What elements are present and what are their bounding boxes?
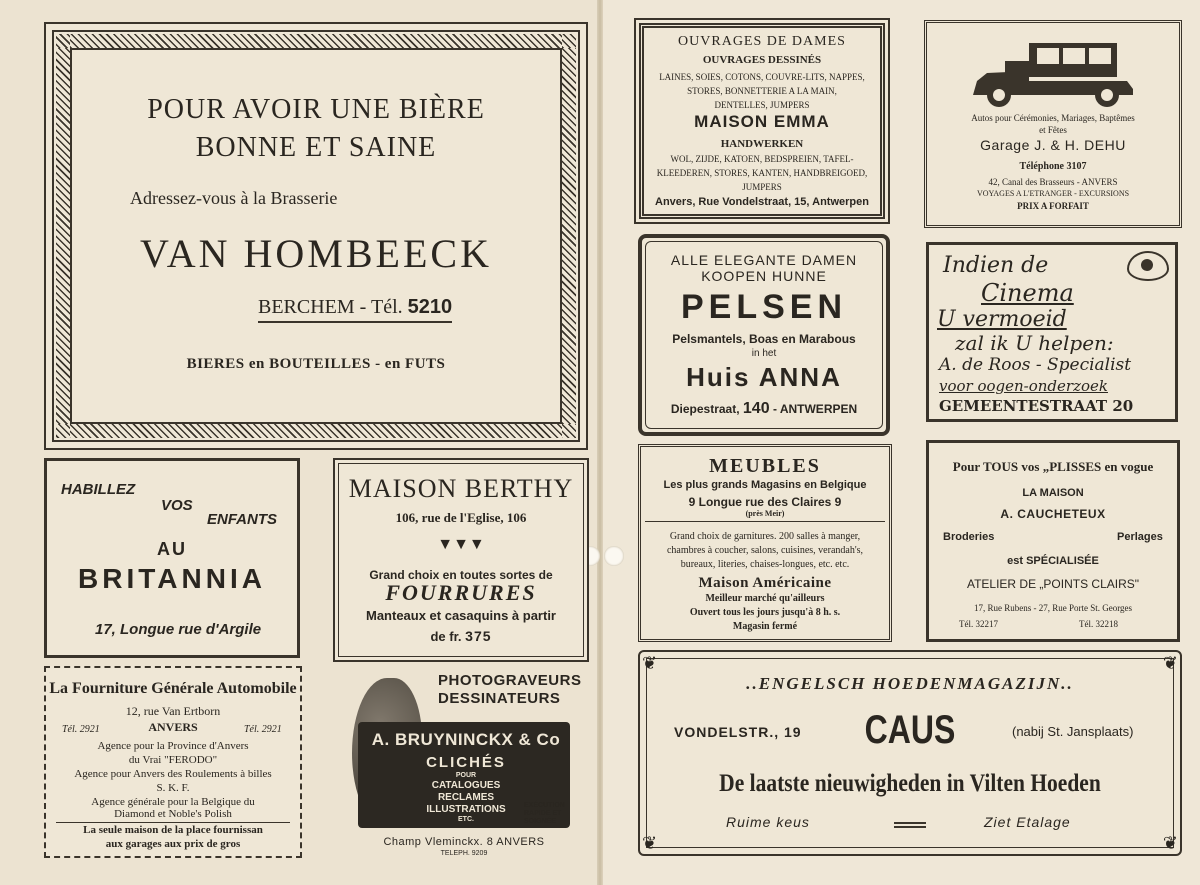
text-line: CATALOGUES bbox=[431, 780, 501, 791]
text-line: LA MAISON bbox=[1022, 487, 1084, 499]
text-line: HANDWERKEN bbox=[720, 138, 804, 150]
text-line: HABILLEZ bbox=[61, 481, 136, 498]
heading: ..ENGELSCH HOEDENMAGAZIJN.. bbox=[746, 674, 1074, 693]
text-line: (près Meir) bbox=[745, 509, 785, 518]
text-line: KLEEDEREN, STORES, KANTEN, HANDBREIGOED, bbox=[656, 168, 868, 178]
phone: TELEPH. 9209 bbox=[440, 850, 488, 857]
ad-garage-dehu bbox=[924, 20, 1182, 228]
address: 12, rue Van Ertborn bbox=[125, 704, 221, 718]
text-line: Ruime keus bbox=[726, 814, 810, 830]
text-line: RAPIDE ET bbox=[524, 810, 562, 817]
text-line: Perlages bbox=[1117, 531, 1163, 543]
address: VONDELSTR., 19 bbox=[674, 724, 802, 740]
address: GEMEENTESTRAAT 20 bbox=[939, 397, 1134, 415]
text-line: OUVRAGES DESSINÉS bbox=[702, 54, 822, 66]
text-line: voor oogen-onderzoek bbox=[939, 377, 1108, 395]
text-line: zal ik U helpen: bbox=[955, 331, 1114, 355]
phone: Tél. 2921 bbox=[244, 724, 282, 735]
text-line: et Fêtes bbox=[1039, 125, 1067, 135]
text-line: Diamond et Noble's Polish bbox=[114, 808, 232, 820]
shop-name: A. CAUCHETEUX bbox=[1000, 507, 1106, 521]
headline-line2: BONNE ET SAINE bbox=[195, 132, 437, 163]
brewery-name: VAN HOMBEECK bbox=[140, 231, 492, 276]
address: 17, Longue rue d'Argile bbox=[95, 621, 262, 638]
text-line: ILLUSTRATIONS bbox=[426, 804, 506, 815]
address-line: Adressez-vous à la Brasserie bbox=[130, 188, 338, 208]
ad-maison-emma bbox=[634, 18, 890, 224]
ad-caucheteux bbox=[926, 440, 1180, 642]
shop-name: Huis ANNA bbox=[686, 362, 842, 392]
text-line: est SPÉCIALISÉE bbox=[1007, 555, 1099, 567]
phone-number: 5210 bbox=[407, 296, 453, 318]
text-line: WOL, ZIJDE, KATOEN, BEDSPREIEN, TAFEL- bbox=[670, 154, 854, 164]
street: Diepestraat, bbox=[670, 402, 740, 416]
text-line: Meilleur marché qu'ailleurs bbox=[705, 593, 825, 604]
text-line: Ouvert tous les jours jusqu'à 8 h. s. bbox=[689, 607, 841, 618]
city: ANVERS bbox=[148, 720, 198, 734]
ad-caus bbox=[638, 650, 1182, 856]
heading: PHOTOGRAVEURS bbox=[438, 672, 582, 689]
text-line: (nabij St. Jansplaats) bbox=[1012, 724, 1134, 739]
text-line: A. de Roos - Specialist bbox=[939, 355, 1132, 375]
address: Anvers, Rue Vondelstraat, 15, Antwerpen bbox=[655, 196, 869, 208]
ad-pelsen bbox=[638, 234, 890, 436]
text-line: chambres à coucher, salons, cuisines, verandah's, bbox=[666, 545, 864, 556]
phone: Tél. 2921 bbox=[62, 724, 100, 735]
text-line: La seule maison de la place fournissan bbox=[83, 824, 263, 836]
heading: DESSINATEURS bbox=[438, 690, 561, 707]
address: 106, rue de l'Eglise, 106 bbox=[395, 510, 527, 525]
eye-icon bbox=[1127, 251, 1169, 281]
text-line: Agence pour la Province d'Anvers bbox=[97, 740, 249, 752]
text-line: Cinema bbox=[981, 279, 1074, 307]
corner-ornament-icon: ❦ bbox=[1162, 833, 1178, 853]
text-line: Indien de bbox=[943, 253, 1049, 278]
text-line: U vermoeid bbox=[937, 307, 1067, 332]
phone: Téléphone 3107 bbox=[1019, 161, 1087, 172]
shop-name: BRITANNIA bbox=[78, 563, 266, 594]
car-icon bbox=[967, 37, 1139, 109]
location-phone bbox=[258, 296, 452, 323]
text-line: JUMPERS bbox=[742, 182, 782, 192]
text-line: VOS bbox=[161, 497, 193, 514]
text-line: Ziet Etalage bbox=[984, 814, 1071, 830]
shop-name: CAUS bbox=[864, 708, 956, 752]
text-line: Manteaux et casaquins à partir bbox=[365, 608, 556, 623]
shop-name: MAISON EMMA bbox=[694, 112, 830, 131]
number: 140 bbox=[742, 400, 770, 417]
text-line: S. K. F. bbox=[156, 782, 190, 794]
address: 42, Canal des Brasseurs - ANVERS bbox=[988, 177, 1118, 187]
text-line: SOIGNÉE bbox=[524, 818, 556, 825]
price: 375 bbox=[465, 628, 492, 644]
ad-de-roos bbox=[926, 242, 1178, 422]
product: FOURRURES bbox=[385, 580, 537, 605]
text-line: Magasin fermé bbox=[732, 621, 798, 632]
text-line: LAINES, SOIES, COTONS, COUVRE-LITS, NAPPES, bbox=[659, 72, 865, 82]
emblem-icon: ▼▼▼ bbox=[437, 536, 485, 553]
text-line: in het bbox=[751, 348, 777, 359]
address bbox=[642, 400, 886, 418]
phone: Tél. 32218 bbox=[1079, 619, 1118, 629]
text-line: VOYAGES A L'ETRANGER - EXCURSIONS bbox=[976, 189, 1130, 198]
shop-name: La Fourniture Générale Automobile bbox=[49, 680, 297, 697]
text-line: Pour TOUS vos „PLISSES en vogue bbox=[952, 459, 1154, 474]
address: 17, Rue Rubens - 27, Rue Porte St. Georges bbox=[973, 603, 1133, 613]
text-line: OUVRAGES DE DAMES bbox=[678, 34, 846, 49]
ad-britannia bbox=[44, 458, 300, 658]
text-line: Agence générale pour la Belgique du bbox=[91, 796, 255, 808]
text-line: Broderies bbox=[943, 531, 995, 543]
text-line: PRIX A FORFAIT bbox=[1017, 201, 1089, 211]
ad-fourniture-automobile bbox=[44, 666, 302, 858]
text-line: du Vrai "FERODO" bbox=[128, 754, 218, 766]
address: 9 Longue rue des Claires 9 bbox=[688, 495, 842, 509]
text-line: ETC. bbox=[458, 816, 474, 823]
city: - ANTWERPEN bbox=[772, 402, 858, 416]
text-line: AU bbox=[157, 539, 187, 559]
text-line: RECLAMES bbox=[437, 792, 495, 803]
page-fold bbox=[597, 0, 603, 885]
price-line bbox=[335, 628, 587, 644]
text-line: KOOPEN HUNNE bbox=[701, 268, 827, 284]
text-line: Grand choix de garnitures. 200 salles à manger, bbox=[669, 531, 861, 542]
price-prefix: de fr. bbox=[430, 629, 462, 644]
text-line: ENFANTS bbox=[207, 511, 278, 528]
product: MEUBLES bbox=[709, 455, 821, 477]
text-line: Agence pour Anvers des Roulements à billes bbox=[74, 768, 272, 780]
shop-name: Garage J. & H. DEHU bbox=[980, 137, 1126, 153]
shop-name: Maison Américaine bbox=[698, 575, 832, 591]
punch-hole bbox=[604, 546, 624, 566]
ad-meubles bbox=[638, 444, 892, 642]
ad-maison-berthy bbox=[333, 458, 589, 662]
text-line: aux garages aux prix de gros bbox=[105, 838, 241, 850]
divider bbox=[894, 822, 926, 828]
corner-ornament-icon: ❦ bbox=[1162, 653, 1178, 673]
text-line: ATELIER DE „POINTS CLAIRS" bbox=[966, 577, 1140, 591]
corner-ornament-icon: ❦ bbox=[642, 653, 658, 673]
location: BERCHEM - Tél. bbox=[258, 296, 403, 318]
ad-bruyninckx bbox=[352, 672, 582, 862]
footer: BIERES en BOUTEILLES - en FUTS bbox=[186, 356, 446, 372]
text-line: STORES, BONNETTERIE A LA MAIN, bbox=[687, 86, 837, 96]
shop-name: MAISON BERTHY bbox=[348, 474, 574, 503]
address: Champ Vleminckx. 8 ANVERS bbox=[383, 836, 545, 848]
headline-line1: POUR AVOIR UNE BIÈRE bbox=[147, 94, 485, 125]
slogan: De laatste nieuwigheden in Vilten Hoeden bbox=[719, 770, 1101, 797]
text-line: POUR bbox=[455, 772, 477, 779]
text-line: ALLE ELEGANTE DAMEN bbox=[670, 252, 858, 268]
text-line: Pelsmantels, Boas en Marabous bbox=[672, 332, 856, 346]
text-line: bureaux, literies, chaises-longues, etc. etc. bbox=[680, 559, 850, 570]
text-line: Grand choix en toutes sortes de bbox=[369, 568, 553, 582]
corner-ornament-icon: ❦ bbox=[642, 833, 658, 853]
product: PELSEN bbox=[680, 288, 848, 326]
ad-van-hombeeck bbox=[44, 22, 588, 450]
text-line: CLICHÉS bbox=[426, 754, 506, 771]
text-line: Autos pour Cérémonies, Mariages, Baptêmes bbox=[971, 113, 1135, 123]
text-line: Les plus grands Magasins en Belgique bbox=[663, 479, 867, 491]
phone: Tél. 32217 bbox=[959, 619, 998, 629]
shop-name: A. BRUYNINCKX & Co bbox=[371, 730, 561, 749]
text-line: DENTELLES, JUMPERS bbox=[714, 100, 810, 110]
text-line: EXÉCUTION bbox=[524, 802, 565, 809]
